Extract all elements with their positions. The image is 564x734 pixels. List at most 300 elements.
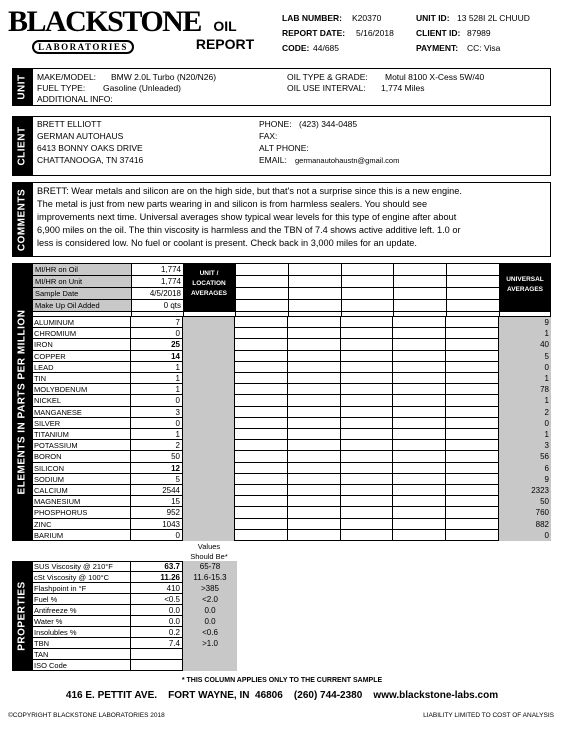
element-history-cell bbox=[341, 339, 394, 350]
element-value: 3 bbox=[131, 407, 183, 418]
comments-text bbox=[37, 185, 462, 250]
element-label: ZINC bbox=[32, 519, 131, 530]
element-history-cell bbox=[288, 429, 341, 440]
element-history-cell bbox=[288, 496, 341, 507]
element-row bbox=[32, 373, 551, 384]
comment-line: less is considered low. No fuel or coolant is present. Check back in 3,000 miles for an update. bbox=[37, 238, 417, 248]
element-history-cell bbox=[235, 463, 288, 474]
element-history-cell bbox=[341, 485, 394, 496]
element-history-cell bbox=[393, 507, 446, 518]
comment-line: 6,900 miles on the oil. The thin viscosity is harmless and the TBN of 7.4 shows active additive left. 1.0 or bbox=[37, 225, 461, 235]
property-should-be: 11.6-15.3 bbox=[183, 572, 237, 583]
history-top-cell bbox=[394, 300, 446, 311]
sample-row-label: MI/HR on Unit bbox=[33, 276, 131, 287]
element-row bbox=[32, 474, 551, 485]
history-top-cell bbox=[236, 276, 288, 287]
element-unit-average bbox=[183, 418, 235, 429]
additional-info-label: ADDITIONAL INFO: bbox=[37, 94, 113, 104]
column-divider bbox=[288, 311, 289, 317]
element-history-cell bbox=[235, 485, 288, 496]
element-history-cell bbox=[393, 485, 446, 496]
element-label: MAGNESIUM bbox=[32, 496, 131, 507]
element-history-cell bbox=[235, 339, 288, 350]
client-address1: 6413 BONNY OAKS DRIVE bbox=[37, 143, 143, 153]
element-label: CALCIUM bbox=[32, 485, 131, 496]
element-history-cell bbox=[235, 440, 288, 451]
element-value: 2544 bbox=[131, 485, 183, 496]
element-row bbox=[32, 496, 551, 507]
property-label: cSt Viscosity @ 100°C bbox=[32, 572, 131, 583]
lab-number-label: LAB NUMBER: bbox=[282, 13, 342, 23]
element-label: PHOSPHORUS bbox=[32, 507, 131, 518]
element-universal-average: 5 bbox=[499, 351, 551, 362]
property-should-be bbox=[183, 649, 237, 660]
sample-row-value: 0 qts bbox=[132, 300, 183, 311]
oil-interval: 1,774 Miles bbox=[381, 83, 425, 93]
footer-note: * THIS COLUMN APPLIES ONLY TO THE CURRENT SAMPLE bbox=[181, 677, 383, 684]
property-row bbox=[32, 561, 237, 572]
element-history-cell bbox=[288, 451, 341, 462]
element-unit-average bbox=[183, 485, 235, 496]
element-label: SODIUM bbox=[32, 474, 131, 485]
history-top-cell bbox=[342, 276, 394, 287]
element-row bbox=[32, 407, 551, 418]
property-label: Flashpoint in °F bbox=[32, 583, 131, 594]
element-unit-average bbox=[183, 351, 235, 362]
property-should-be: <0.6 bbox=[183, 627, 237, 638]
properties-table bbox=[32, 561, 237, 671]
element-history-cell bbox=[288, 384, 341, 395]
property-label: TAN bbox=[32, 649, 131, 660]
fuel-type: Gasoline (Unleaded) bbox=[103, 83, 181, 93]
client-address2: CHATTANOOGA, TN 37416 bbox=[37, 155, 144, 165]
element-universal-average: 2 bbox=[499, 407, 551, 418]
element-history-cell bbox=[446, 507, 499, 518]
history-top-cell bbox=[342, 264, 394, 275]
element-history-cell bbox=[341, 496, 394, 507]
element-history-cell bbox=[446, 351, 499, 362]
element-history-cell bbox=[446, 395, 499, 406]
elements-table bbox=[32, 263, 551, 541]
property-should-be: <2.0 bbox=[183, 594, 237, 605]
liability: LIABILITY LIMITED TO COST OF ANALYSIS bbox=[423, 712, 554, 719]
element-history-cell bbox=[341, 418, 394, 429]
element-history-cell bbox=[288, 418, 341, 429]
element-row bbox=[32, 440, 551, 451]
element-universal-average: 1 bbox=[499, 373, 551, 384]
element-history-cell bbox=[288, 485, 341, 496]
logo bbox=[8, 5, 201, 58]
sample-row-label: MI/HR on Oil bbox=[33, 264, 131, 275]
lab-number: K20370 bbox=[352, 13, 382, 23]
element-universal-average: 1 bbox=[499, 328, 551, 339]
element-history-cell bbox=[235, 373, 288, 384]
element-history-cell bbox=[235, 418, 288, 429]
column-divider bbox=[183, 311, 184, 317]
property-should-be: 0.0 bbox=[183, 605, 237, 616]
should-be-header: Values Should Be* bbox=[190, 542, 228, 561]
code: 44/685 bbox=[313, 43, 339, 53]
client-company: GERMAN AUTOHAUS bbox=[37, 131, 124, 141]
column-divider bbox=[393, 311, 394, 317]
make-model-label: MAKE/MODEL: bbox=[37, 72, 97, 82]
history-top-cell bbox=[342, 288, 394, 299]
email: germanautohaustn@gmail.com bbox=[295, 155, 400, 165]
property-value: 63.7 bbox=[131, 561, 183, 572]
element-history-cell bbox=[393, 384, 446, 395]
element-history-cell bbox=[446, 519, 499, 530]
element-history-cell bbox=[341, 407, 394, 418]
property-row bbox=[32, 627, 237, 638]
element-history-cell bbox=[393, 451, 446, 462]
element-value: 1 bbox=[131, 429, 183, 440]
comments-box bbox=[32, 182, 551, 257]
report-date-label: REPORT DATE: bbox=[282, 28, 346, 38]
element-history-cell bbox=[341, 440, 394, 451]
element-history-cell bbox=[235, 496, 288, 507]
element-label: TIN bbox=[32, 373, 131, 384]
alt-phone-label: ALT PHONE: bbox=[259, 143, 309, 153]
element-history-cell bbox=[446, 418, 499, 429]
element-history-cell bbox=[235, 519, 288, 530]
property-label: Antifreeze % bbox=[32, 605, 131, 616]
property-should-be bbox=[183, 660, 237, 671]
element-history-cell bbox=[446, 429, 499, 440]
history-top-cell bbox=[289, 276, 341, 287]
element-value: 1 bbox=[131, 384, 183, 395]
property-label: Water % bbox=[32, 616, 131, 627]
element-history-cell bbox=[235, 384, 288, 395]
sample-row-value: 1,774 bbox=[132, 264, 183, 275]
property-value: 11.26 bbox=[131, 572, 183, 583]
element-history-cell bbox=[288, 362, 341, 373]
element-unit-average bbox=[183, 339, 235, 350]
column-divider bbox=[499, 311, 500, 317]
report-title-oil: OIL bbox=[213, 18, 237, 34]
code-label: CODE: bbox=[282, 43, 310, 53]
property-row bbox=[32, 660, 237, 671]
element-history-cell bbox=[235, 474, 288, 485]
element-history-cell bbox=[393, 317, 446, 328]
element-history-cell bbox=[288, 328, 341, 339]
property-should-be: 0.0 bbox=[183, 616, 237, 627]
property-should-be: 65-78 bbox=[183, 561, 237, 572]
payment-label: PAYMENT: bbox=[416, 43, 459, 53]
element-value: 25 bbox=[131, 339, 183, 350]
column-divider bbox=[341, 311, 342, 317]
element-history-cell bbox=[235, 351, 288, 362]
property-label: TBN bbox=[32, 638, 131, 649]
property-label: Fuel % bbox=[32, 594, 131, 605]
property-value: 410 bbox=[131, 583, 183, 594]
make-model: BMW 2.0L Turbo (N20/N26) bbox=[111, 72, 217, 82]
element-history-cell bbox=[288, 440, 341, 451]
sample-row-label: Make Up Oil Added bbox=[33, 300, 131, 311]
property-should-be: >385 bbox=[183, 583, 237, 594]
element-row bbox=[32, 362, 551, 373]
element-history-cell bbox=[288, 339, 341, 350]
history-top-cell bbox=[394, 288, 446, 299]
comment-line: improvements next time. Universal averages show typical wear levels for this type of engine after about bbox=[37, 212, 457, 222]
history-top-cell bbox=[447, 264, 499, 275]
property-label: SUS Viscosity @ 210°F bbox=[32, 561, 131, 572]
element-value: 15 bbox=[131, 496, 183, 507]
element-history-cell bbox=[235, 317, 288, 328]
history-top-cell bbox=[447, 276, 499, 287]
element-label: IRON bbox=[32, 339, 131, 350]
history-top-cell bbox=[236, 264, 288, 275]
element-history-cell bbox=[393, 463, 446, 474]
element-history-cell bbox=[446, 362, 499, 373]
element-history-cell bbox=[288, 395, 341, 406]
email-label: EMAIL: bbox=[259, 155, 287, 165]
element-history-cell bbox=[341, 384, 394, 395]
unit-id: 13 528I 2L CHUUD bbox=[457, 13, 530, 23]
element-value: 952 bbox=[131, 507, 183, 518]
fax-label: FAX: bbox=[259, 131, 278, 141]
client-id: 87989 bbox=[467, 28, 491, 38]
element-history-cell bbox=[393, 351, 446, 362]
logo-sub-text: LABORATORIES bbox=[32, 40, 134, 54]
element-history-cell bbox=[235, 328, 288, 339]
element-history-cell bbox=[341, 351, 394, 362]
element-value: 0 bbox=[131, 530, 183, 541]
element-universal-average: 1 bbox=[499, 395, 551, 406]
element-row bbox=[32, 507, 551, 518]
element-unit-average bbox=[183, 519, 235, 530]
universal-averages-header: UNIVERSAL AVERAGES bbox=[506, 276, 544, 293]
property-value: 0.0 bbox=[131, 605, 183, 616]
element-history-cell bbox=[393, 429, 446, 440]
element-row bbox=[32, 339, 551, 350]
element-history-cell bbox=[341, 373, 394, 384]
element-universal-average: 760 bbox=[499, 507, 551, 518]
copyright: ©COPYRIGHT BLACKSTONE LABORATORIES 2018 bbox=[8, 712, 165, 719]
element-history-cell bbox=[393, 418, 446, 429]
element-history-cell bbox=[393, 530, 446, 541]
phone-label: PHONE: bbox=[259, 119, 292, 129]
element-value: 1 bbox=[131, 373, 183, 384]
element-label: ALUMINUM bbox=[32, 317, 131, 328]
report-date: 5/16/2018 bbox=[356, 28, 394, 38]
element-unit-average bbox=[183, 373, 235, 384]
element-label: BARIUM bbox=[32, 530, 131, 541]
element-value: 1 bbox=[131, 362, 183, 373]
element-history-cell bbox=[341, 362, 394, 373]
history-top-cell bbox=[342, 300, 394, 311]
property-row bbox=[32, 649, 237, 660]
element-history-cell bbox=[446, 451, 499, 462]
element-universal-average: 1 bbox=[499, 429, 551, 440]
property-label: ISO Code bbox=[32, 660, 131, 671]
element-history-cell bbox=[393, 440, 446, 451]
element-unit-average bbox=[183, 384, 235, 395]
element-row bbox=[32, 530, 551, 541]
element-universal-average: 882 bbox=[499, 519, 551, 530]
element-history-cell bbox=[446, 496, 499, 507]
element-universal-average: 9 bbox=[499, 474, 551, 485]
element-value: 7 bbox=[131, 317, 183, 328]
element-history-cell bbox=[393, 496, 446, 507]
elements-section-label: ELEMENTS IN PARTS PER MILLION bbox=[12, 263, 32, 541]
element-label: NICKEL bbox=[32, 395, 131, 406]
element-unit-average bbox=[183, 317, 235, 328]
property-value bbox=[131, 649, 183, 660]
element-row bbox=[32, 429, 551, 440]
element-universal-average: 0 bbox=[499, 530, 551, 541]
property-value: <0.5 bbox=[131, 594, 183, 605]
element-row bbox=[32, 485, 551, 496]
element-history-cell bbox=[288, 474, 341, 485]
property-row bbox=[32, 572, 237, 583]
element-history-cell bbox=[235, 451, 288, 462]
sample-row-value: 1,774 bbox=[132, 276, 183, 287]
element-unit-average bbox=[183, 407, 235, 418]
element-unit-average bbox=[183, 395, 235, 406]
element-history-cell bbox=[446, 463, 499, 474]
element-history-cell bbox=[446, 317, 499, 328]
element-history-cell bbox=[341, 328, 394, 339]
element-history-cell bbox=[288, 407, 341, 418]
history-top-cell bbox=[289, 288, 341, 299]
element-label: MOLYBDENUM bbox=[32, 384, 131, 395]
element-row bbox=[32, 317, 551, 328]
element-value: 0 bbox=[131, 328, 183, 339]
element-history-cell bbox=[446, 530, 499, 541]
element-history-cell bbox=[341, 317, 394, 328]
properties-section-label: PROPERTIES bbox=[12, 561, 32, 671]
element-history-cell bbox=[446, 384, 499, 395]
element-value: 0 bbox=[131, 395, 183, 406]
element-history-cell bbox=[446, 440, 499, 451]
element-row bbox=[32, 463, 551, 474]
element-history-cell bbox=[393, 339, 446, 350]
element-label: POTASSIUM bbox=[32, 440, 131, 451]
element-history-cell bbox=[235, 407, 288, 418]
history-top-cell bbox=[236, 300, 288, 311]
element-history-cell bbox=[446, 407, 499, 418]
element-history-cell bbox=[393, 519, 446, 530]
unit-location-averages-header: UNIT / LOCATION AVERAGES bbox=[191, 270, 227, 297]
element-label: BORON bbox=[32, 451, 131, 462]
element-history-cell bbox=[288, 317, 341, 328]
client-id-label: CLIENT ID: bbox=[416, 28, 461, 38]
element-history-cell bbox=[235, 530, 288, 541]
element-unit-average bbox=[183, 362, 235, 373]
element-value: 2 bbox=[131, 440, 183, 451]
history-top-cell bbox=[394, 276, 446, 287]
element-unit-average bbox=[183, 328, 235, 339]
element-unit-average bbox=[183, 463, 235, 474]
element-unit-average bbox=[183, 474, 235, 485]
element-universal-average: 56 bbox=[499, 451, 551, 462]
unit-box bbox=[32, 68, 551, 106]
sample-row-label: Sample Date bbox=[33, 288, 131, 299]
element-history-cell bbox=[341, 507, 394, 518]
element-history-cell bbox=[341, 530, 394, 541]
comment-line: BRETT: Wear metals and silicon are on the high side, but that's not a surprise since this is a new engine. bbox=[37, 186, 462, 196]
element-value: 14 bbox=[131, 351, 183, 362]
element-history-cell bbox=[341, 395, 394, 406]
element-history-cell bbox=[288, 351, 341, 362]
property-value: 0.2 bbox=[131, 627, 183, 638]
element-history-cell bbox=[288, 530, 341, 541]
oil-interval-label: OIL USE INTERVAL: bbox=[287, 83, 366, 93]
element-label: LEAD bbox=[32, 362, 131, 373]
element-unit-average bbox=[183, 429, 235, 440]
element-label: SILVER bbox=[32, 418, 131, 429]
element-label: SILICON bbox=[32, 463, 131, 474]
element-row bbox=[32, 451, 551, 462]
element-history-cell bbox=[341, 474, 394, 485]
phone: (423) 344-0485 bbox=[299, 119, 358, 129]
property-row bbox=[32, 616, 237, 627]
element-universal-average: 0 bbox=[499, 362, 551, 373]
element-universal-average: 2323 bbox=[499, 485, 551, 496]
element-history-cell bbox=[235, 362, 288, 373]
element-history-cell bbox=[288, 507, 341, 518]
element-history-cell bbox=[235, 429, 288, 440]
element-universal-average: 3 bbox=[499, 440, 551, 451]
element-label: MANGANESE bbox=[32, 407, 131, 418]
element-unit-average bbox=[183, 507, 235, 518]
element-value: 12 bbox=[131, 463, 183, 474]
element-value: 1043 bbox=[131, 519, 183, 530]
comments-section-label: COMMENTS bbox=[12, 182, 32, 257]
element-history-cell bbox=[341, 519, 394, 530]
element-unit-average bbox=[183, 530, 235, 541]
property-value: 7.4 bbox=[131, 638, 183, 649]
property-value bbox=[131, 660, 183, 671]
element-history-cell bbox=[341, 429, 394, 440]
element-history-cell bbox=[341, 451, 394, 462]
history-top-cell bbox=[236, 288, 288, 299]
element-universal-average: 0 bbox=[499, 418, 551, 429]
element-history-cell bbox=[446, 373, 499, 384]
payment: CC: Visa bbox=[467, 43, 501, 53]
element-history-cell bbox=[393, 373, 446, 384]
element-unit-average bbox=[183, 496, 235, 507]
history-top-cell bbox=[447, 288, 499, 299]
element-history-cell bbox=[446, 339, 499, 350]
history-top-cell bbox=[447, 300, 499, 311]
element-row bbox=[32, 384, 551, 395]
element-value: 50 bbox=[131, 451, 183, 462]
element-history-cell bbox=[235, 507, 288, 518]
element-row bbox=[32, 418, 551, 429]
column-divider bbox=[446, 311, 447, 317]
element-unit-average bbox=[183, 451, 235, 462]
element-history-cell bbox=[288, 519, 341, 530]
element-row bbox=[32, 395, 551, 406]
element-history-cell bbox=[393, 362, 446, 373]
element-value: 0 bbox=[131, 418, 183, 429]
element-history-cell bbox=[288, 463, 341, 474]
client-name: BRETT ELLIOTT bbox=[37, 119, 102, 129]
oil-type: Motul 8100 X-Cess 5W/40 bbox=[385, 72, 485, 82]
property-row bbox=[32, 638, 237, 649]
element-row bbox=[32, 328, 551, 339]
property-should-be: >1.0 bbox=[183, 638, 237, 649]
column-divider bbox=[131, 311, 132, 317]
element-universal-average: 78 bbox=[499, 384, 551, 395]
element-universal-average: 40 bbox=[499, 339, 551, 350]
element-history-cell bbox=[446, 328, 499, 339]
history-top-cell bbox=[289, 264, 341, 275]
column-divider bbox=[235, 311, 236, 317]
unit-id-label: UNIT ID: bbox=[416, 13, 450, 23]
client-section-label: CLIENT bbox=[12, 116, 32, 176]
